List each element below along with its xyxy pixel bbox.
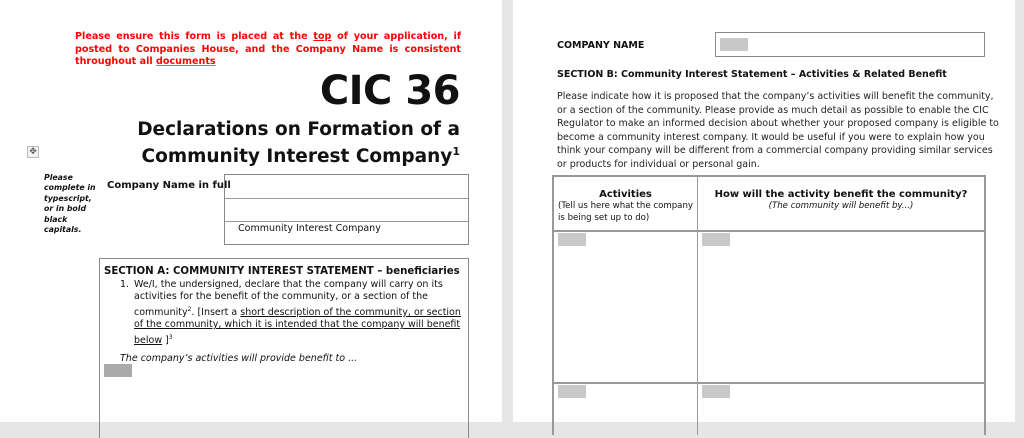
form-title-line2: Community Interest Company$^1$ [141,145,460,168]
section-a-heading: SECTION A: COMMUNITY INTEREST STATEMENT – beneficiaries [104,266,460,277]
benefit-1-field[interactable] [702,233,730,246]
section-a-box [99,258,469,438]
company-name-line1-field[interactable] [225,175,468,198]
activities-table [552,175,986,435]
section-b-heading: SECTION B: Community Interest Statement – Activities & Related Benefit [557,69,947,80]
benefit-2-field[interactable] [702,385,730,398]
completion-instructions: Please complete in typescript, or in bold black capitals. [44,173,96,235]
section-b-instructions: Please indicate how it is proposed that the company’s activities will benefit the community, or a section of the community. Please provide as much detail as possible to enable the CIC Regulator to make an informed decision about whether your proposed company is eligible to become a community interest company. It would be useful if you were to explain how you think your company will be different from a commercial company providing similar services or products for individual or personal gain. [557,91,999,170]
company-name-line2-field[interactable] [225,199,468,221]
activity-1-field[interactable] [558,233,586,246]
form-code: CIC 36 [319,68,460,114]
activity-2-field[interactable] [558,385,586,398]
page-2 [513,0,1015,422]
company-name-label-p2: COMPANY NAME [557,40,645,51]
activities-header: Activities [599,189,652,200]
top-link: top [313,31,332,42]
declaration-text: We/I, the undersigned, declare that the company will carry on its activities for the benefit of the community, or a section of the community$^2$. [Insert a short description of the community, or section of the community, which it is intended that the company will benefit below ]$^3$ [134,279,461,346]
benefit-header: How will the activity benefit the community? [714,189,968,200]
company-name-suffix: Community Interest Company [238,223,381,234]
beneficiaries-input-field[interactable] [104,364,132,377]
benefit-subheader: (The community will benefit by...) [768,201,914,211]
company-name-field[interactable] [720,38,748,51]
item-number: 1. [120,279,130,290]
benefit-prompt: The company’s activities will provide benefit to ... [120,353,358,364]
table-move-handle-icon[interactable]: ✥ [27,146,39,158]
form-title-line1: Declarations on Formation of a [137,119,460,140]
company-name-box [224,174,469,245]
company-name-label: Company Name in full [107,180,231,191]
page-1 [0,0,502,422]
placement-notice: Please ensure this form is placed at the top of your application, if posted to Companies House, and the Company Name is consistent throughout all documents [75,31,461,67]
company-name-box-p2 [715,32,985,57]
activities-subheader: (Tell us here what the company is being set up to do) [558,201,693,223]
